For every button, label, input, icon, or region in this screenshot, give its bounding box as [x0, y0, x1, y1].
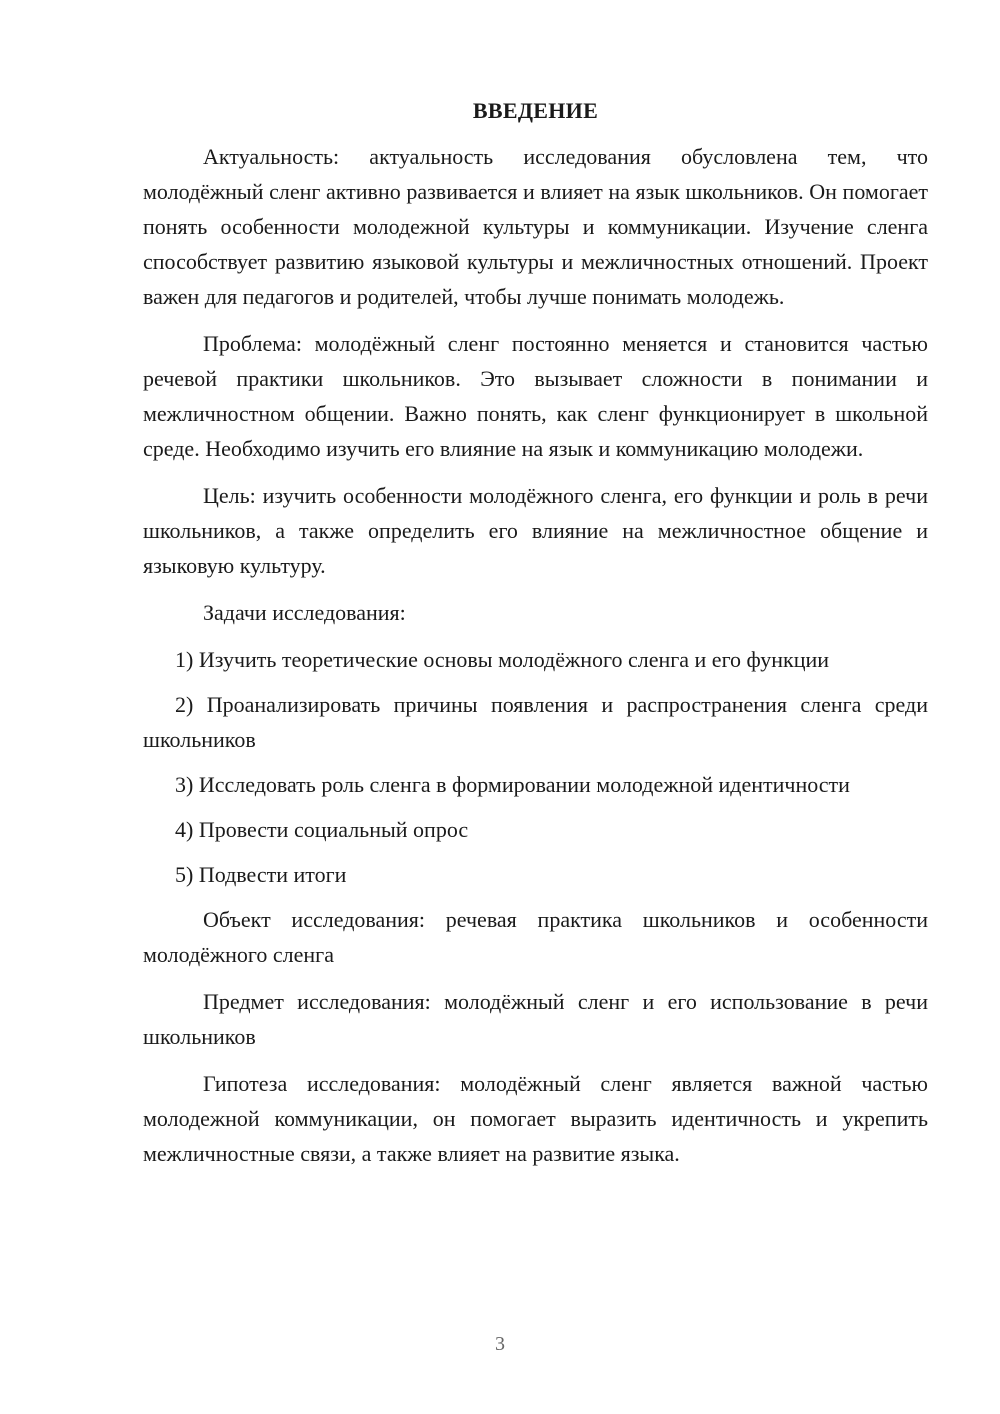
problem-paragraph: Проблема: молодёжный сленг постоянно меняется и становится частью речевой практики школьников. Это вызывает сложности в понимании и межличностном общении. Важно понять, как сленг функционирует в школьной среде. Необходимо изучить его влияние на язык и коммуникацию молодежи.	[143, 331, 928, 461]
task-item-3: 3) Исследовать роль сленга в формировании молодежной идентичности	[175, 772, 850, 797]
page-title: ВВЕДЕНИЕ	[472, 98, 599, 123]
relevance-paragraph: Актуальность: актуальность исследования обусловлена тем, что молодёжный сленг активно развивается и влияет на язык школьников. Он помогает понять особенности молодежной культуры и коммуникации. Изучение сленга способствует развитию языковой культуры и межличностных отношений. Проект важен для педагогов и родителей, чтобы лучше понимать молодежь.	[143, 144, 928, 309]
page-number: 3	[495, 1333, 505, 1355]
tasks-intro: Задачи исследования:	[203, 600, 406, 625]
goal-paragraph: Цель: изучить особенности молодёжного сленга, его функции и роль в речи школьников, а также определить его влияние на межличностное общение и языковую культуру.	[143, 483, 928, 578]
task-item-2: 2) Проанализировать причины появления и распространения сленга среди школьников	[143, 692, 928, 752]
document-page	[143, 95, 928, 1183]
subject-paragraph: Предмет исследования: молодёжный сленг и его использование в речи школьников	[143, 989, 928, 1049]
object-paragraph: Объект исследования: речевая практика школьников и особенности молодёжного сленга	[143, 907, 928, 967]
task-item-4: 4) Провести социальный опрос	[175, 817, 469, 842]
task-item-5: 5) Подвести итоги	[175, 862, 347, 887]
hypothesis-paragraph: Гипотеза исследования: молодёжный сленг является важной частью молодежной коммуникации, он помогает выразить идентичность и укрепить межличностные связи, а также влияет на развитие языка.	[143, 1071, 928, 1166]
task-item-1: 1) Изучить теоретические основы молодёжного сленга и его функции	[175, 647, 830, 672]
